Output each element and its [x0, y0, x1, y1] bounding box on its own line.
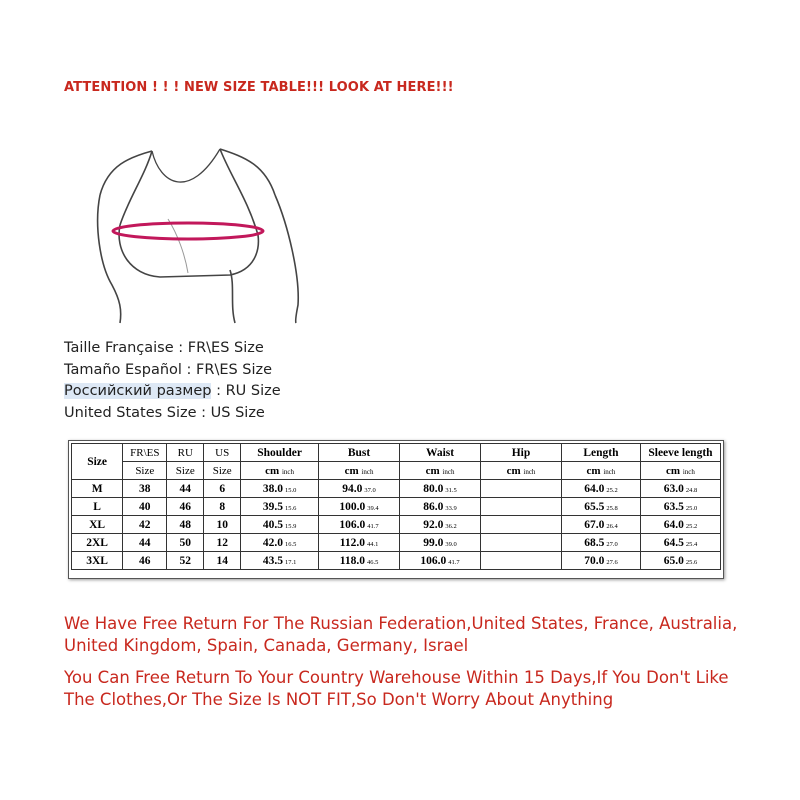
cell-bust-inch: 46.5 — [366, 558, 379, 566]
cell-us: 6 — [204, 480, 241, 498]
cell-fres: 38 — [123, 480, 167, 498]
cell-bust-inch: 37.0 — [364, 486, 376, 494]
unit-inch: inch — [682, 467, 695, 476]
table-row — [72, 498, 721, 516]
cell-shoulder-inch: 15.9 — [284, 522, 297, 530]
cell-shoulder-cm: 42.0 — [262, 536, 283, 549]
cell-waist — [400, 516, 481, 534]
size-table-body — [72, 480, 721, 570]
legend-fr: Taille Française : FR\ES Size — [64, 340, 264, 356]
cell-waist-cm: 86.0 — [423, 500, 444, 513]
col-sleeve-header: Sleeve length — [640, 444, 720, 462]
cell-us: 8 — [204, 498, 241, 516]
unit-cell — [400, 462, 481, 480]
cell-shoulder-cm: 38.0 — [262, 482, 283, 495]
cell-bust-inch: 41.7 — [367, 522, 379, 530]
cell-shoulder-cm: 43.5 — [262, 554, 283, 567]
table-row — [72, 534, 721, 552]
legend-ru-value: : RU Size — [211, 383, 281, 399]
cell-hip — [481, 480, 562, 498]
cell-length — [562, 516, 641, 534]
cell-bust-inch: 44.1 — [366, 540, 379, 548]
cell-hip — [481, 552, 562, 570]
cell-fres: 46 — [123, 552, 167, 570]
col-hip-header: Hip — [481, 444, 562, 462]
cell-us: 10 — [204, 516, 241, 534]
unit-cell — [481, 462, 562, 480]
col-waist-header: Waist — [400, 444, 481, 462]
cell-waist-inch: 31.5 — [445, 486, 457, 494]
unit-inch: inch — [361, 467, 374, 476]
unit-cell — [241, 462, 319, 480]
cell-waist-cm: 92.0 — [423, 518, 444, 531]
cell-sleeve — [640, 498, 720, 516]
cell-ru: 46 — [167, 498, 204, 516]
unit-inch: inch — [603, 467, 616, 476]
cell-bust — [319, 552, 400, 570]
unit-cm: cm — [666, 464, 681, 477]
cell-length — [562, 480, 641, 498]
cell-shoulder-inch: 15.6 — [284, 504, 297, 512]
cell-sleeve-inch: 25.6 — [685, 558, 698, 566]
cell-size: M — [72, 480, 123, 498]
cell-sleeve-cm: 63.5 — [663, 500, 684, 513]
cell-waist — [400, 552, 481, 570]
table-header-row-1 — [72, 444, 721, 462]
table-header-row-2 — [72, 462, 721, 480]
col-ru-header-top: RU — [167, 444, 204, 462]
legend-es: Tamaño Español : FR\ES Size — [64, 361, 273, 378]
cell-sleeve-cm: 64.5 — [663, 536, 684, 549]
cell-size: 2XL — [72, 534, 123, 552]
cell-sleeve-cm: 64.0 — [663, 518, 684, 531]
cell-length-cm: 68.5 — [584, 536, 605, 549]
cell-shoulder — [241, 534, 319, 552]
cell-size: L — [72, 498, 123, 516]
warehouse-return-note: You Can Free Return To Your Country Warehouse Within 15 Days,If You Don't Like The Clothes,Or The Size Is NOT FIT,So Don't Worry About Anything — [64, 668, 729, 709]
col-fres-header-bottom: Size — [123, 462, 167, 480]
col-bust-header: Bust — [319, 444, 400, 462]
cell-bust — [319, 534, 400, 552]
unit-cell — [562, 462, 641, 480]
cell-fres: 42 — [123, 516, 167, 534]
cell-bust — [319, 498, 400, 516]
table-row — [72, 480, 721, 498]
cell-sleeve-cm: 63.0 — [663, 482, 684, 495]
cell-length-cm: 70.0 — [584, 554, 605, 567]
cell-waist-cm: 106.0 — [420, 554, 447, 567]
bust-line — [113, 223, 263, 239]
col-fres-header-top: FR\ES — [123, 444, 167, 462]
unit-cm: cm — [265, 464, 280, 477]
cell-ru: 48 — [167, 516, 204, 534]
unit-cm: cm — [506, 464, 521, 477]
unit-cell — [319, 462, 400, 480]
cell-shoulder — [241, 552, 319, 570]
size-table — [71, 443, 721, 570]
table-row — [72, 552, 721, 570]
col-shoulder-header: Shoulder — [241, 444, 319, 462]
col-us-header-bottom: Size — [204, 462, 241, 480]
unit-inch: inch — [442, 467, 455, 476]
cell-waist-inch: 36.2 — [445, 522, 457, 530]
cell-shoulder-inch: 15.0 — [284, 486, 297, 494]
cell-sleeve — [640, 534, 720, 552]
cell-length-inch: 25.8 — [606, 504, 618, 512]
cell-length — [562, 552, 641, 570]
cell-waist — [400, 534, 481, 552]
cell-hip — [481, 516, 562, 534]
cell-us: 14 — [204, 552, 241, 570]
cell-bust-cm: 100.0 — [339, 500, 366, 513]
cell-length — [562, 498, 641, 516]
cell-length-inch: 27.6 — [606, 558, 618, 566]
cell-length-inch: 25.2 — [606, 486, 618, 494]
cell-bust-cm: 94.0 — [342, 482, 363, 495]
cell-shoulder — [241, 480, 319, 498]
size-table-frame — [68, 440, 724, 579]
cell-bust-cm: 106.0 — [339, 518, 366, 531]
cell-shoulder-inch: 17.1 — [284, 558, 297, 566]
cell-sleeve — [640, 516, 720, 534]
cell-waist-inch: 33.9 — [445, 504, 457, 512]
cell-length — [562, 534, 641, 552]
cell-sleeve-inch: 25.0 — [685, 504, 698, 512]
unit-cm: cm — [586, 464, 601, 477]
cell-sleeve — [640, 552, 720, 570]
cell-bust — [319, 480, 400, 498]
col-us-header-top: US — [204, 444, 241, 462]
cell-waist-inch: 39.0 — [445, 540, 457, 548]
col-ru-header-bottom: Size — [167, 462, 204, 480]
cell-shoulder — [241, 516, 319, 534]
legend-ru-label: Российский размер — [64, 383, 212, 399]
cell-bust-inch: 39.4 — [367, 504, 379, 512]
cell-sleeve-inch: 24.8 — [685, 486, 698, 494]
attention-heading: ATTENTION ! ! ! NEW SIZE TABLE!!! LOOK AT HERE!!! — [64, 80, 454, 95]
cell-sleeve-cm: 65.0 — [663, 554, 684, 567]
cell-length-cm: 65.5 — [584, 500, 605, 513]
cell-shoulder-cm: 40.5 — [262, 518, 283, 531]
legend-ru — [64, 381, 281, 403]
unit-inch: inch — [523, 467, 536, 476]
cell-us: 12 — [204, 534, 241, 552]
size-legend — [64, 338, 281, 424]
cell-shoulder — [241, 498, 319, 516]
cell-bust — [319, 516, 400, 534]
unit-inch: inch — [281, 467, 295, 476]
unit-cm: cm — [344, 464, 359, 477]
col-length-header: Length — [562, 444, 641, 462]
cell-ru: 44 — [167, 480, 204, 498]
unit-cell — [640, 462, 720, 480]
col-size-header: Size — [72, 444, 123, 480]
cell-waist-cm: 99.0 — [423, 536, 444, 549]
bust-measurement-illustration — [60, 125, 320, 325]
cell-hip — [481, 534, 562, 552]
cell-waist-inch: 41.7 — [448, 558, 460, 566]
cell-sleeve-inch: 25.4 — [685, 540, 698, 548]
cell-length-inch: 27.0 — [606, 540, 618, 548]
legend-us: United States Size : US Size — [64, 404, 265, 421]
cell-length-cm: 67.0 — [584, 518, 605, 531]
free-return-note: We Have Free Return For The Russian Federation,United States, France, Australia, United Kingdom, Spain, Canada, Germany, Israel — [64, 614, 738, 655]
cell-hip — [481, 498, 562, 516]
cell-ru: 50 — [167, 534, 204, 552]
unit-cm: cm — [425, 464, 440, 477]
cell-length-inch: 26.4 — [606, 522, 618, 530]
cell-waist — [400, 480, 481, 498]
cell-size: 3XL — [72, 552, 123, 570]
cell-bust-cm: 112.0 — [339, 536, 365, 549]
cell-length-cm: 64.0 — [584, 482, 605, 495]
cell-shoulder-inch: 16.5 — [284, 540, 297, 548]
cell-fres: 40 — [123, 498, 167, 516]
cell-shoulder-cm: 39.5 — [262, 500, 283, 513]
cell-waist — [400, 498, 481, 516]
cell-waist-cm: 80.0 — [423, 482, 444, 495]
cell-fres: 44 — [123, 534, 167, 552]
cell-bust-cm: 118.0 — [339, 554, 365, 567]
table-row — [72, 516, 721, 534]
cell-size: XL — [72, 516, 123, 534]
cell-ru: 52 — [167, 552, 204, 570]
cell-sleeve — [640, 480, 720, 498]
cell-sleeve-inch: 25.2 — [685, 522, 698, 530]
